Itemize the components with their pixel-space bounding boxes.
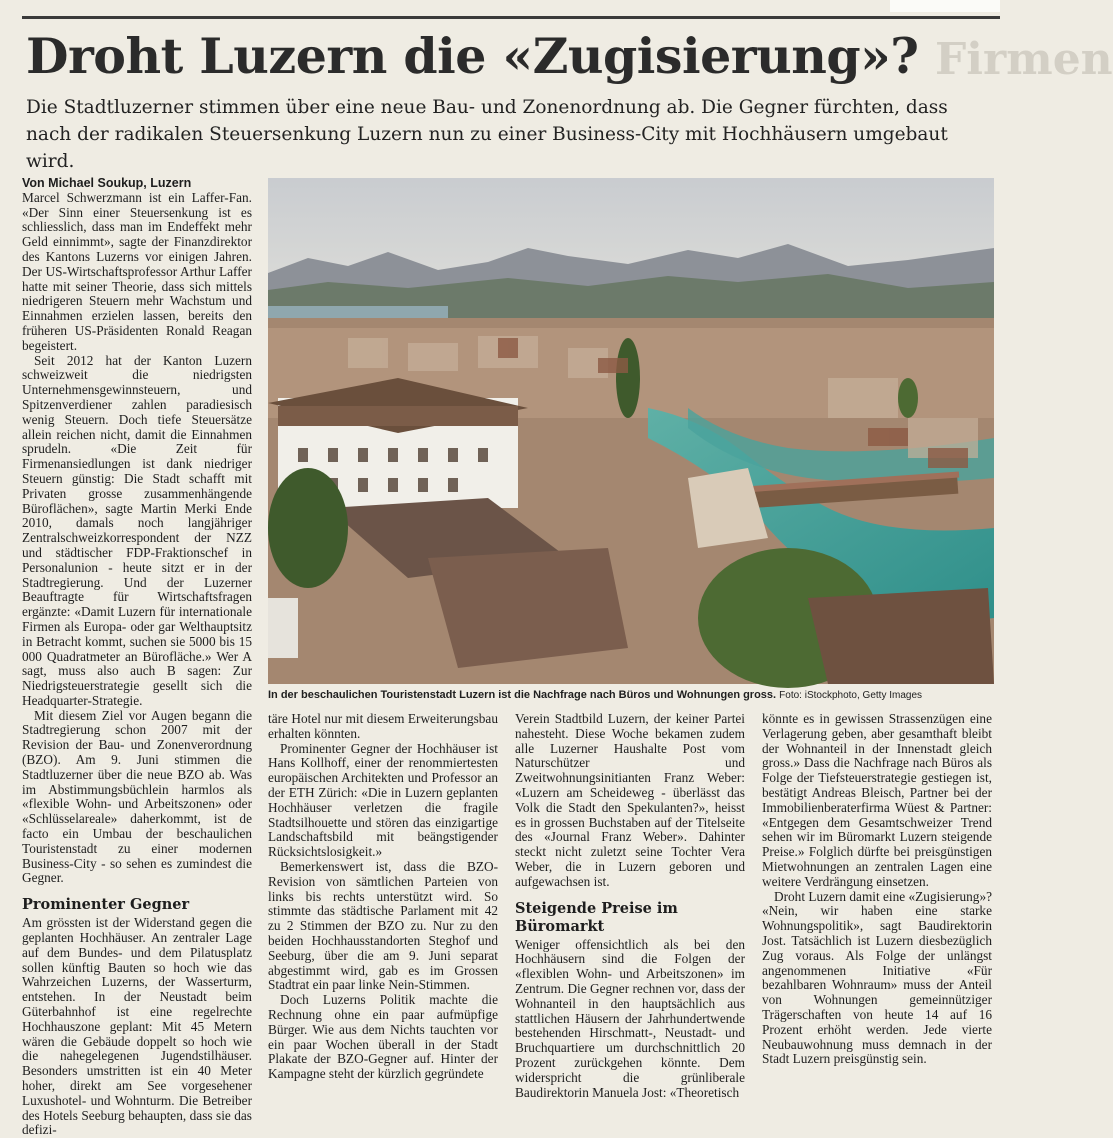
column-2 xyxy=(268,712,498,1082)
subhead-steigende-preise: Steigende Preise im Büromarkt xyxy=(515,899,678,935)
paragraph: könnte es in gewissen Strassenzügen eine Verlagerung geben, aber gesamthaft bleibt der Wohnanteil in der Innenstadt gleich gross.» Dass die Nachfrage nach Büros als Folge der Tiefsteuerstrategie gestiegen ist, bestätigt Andreas Bleisch, Partner bei der Immobilienberaterfirma Wüest & Partner: «Entgegen dem Gesamtschweizer Trend sehen wir im Büromarkt Luzern steigende Preise.» Folglich dürfte bei preisgünstigen Mietwohnungen an zentralen Lagen eine weitere Verdrängung einsetzen. xyxy=(762,711,992,889)
photo-illustration xyxy=(268,178,994,684)
paragraph: Verein Stadtbild Luzern, der keiner Partei nahesteht. Diese Woche bekamen zudem alle Luzerner Haushalte Post vom Naturschützer und Zweitwohnungsinitianten Franz Weber: «Luzern am Scheideweg - überlässt das Volk die Stadt den Spekulanten?», heisst es in grossen Buchstaben auf der Titelseite des «Journal Franz Weber». Dahinter steckt nicht zuletzt seine Tochter Vera Weber, die in Luzern geboren und aufgewachsen ist. xyxy=(515,711,745,889)
paragraph: Am grössten ist der Widerstand gegen die geplanten Hochhäuser. An zentraler Lage auf dem Bundes- und dem Pilatusplatz sollen künftig Bauten so hoch wie das Wahrzeichen Luzerns, der Wasserturm, entstehen. In der Neustadt beim Güterbahnhof ist eine regelrechte Hochhauszone geplant: Mit 45 Metern wären die Gebäude doppelt so hoch wie die nahegelegenen Jugendstilhäuser. Besonders umstritten ist ein 40 Meter hoher, direkt am See vorgesehener Luxushotel- und Wohnturm. Die Betreiber des Hotels Seeburg behaupten, dass sie das defizi- xyxy=(22,915,252,1138)
paragraph: Bemerkenswert ist, dass die BZO-Revision von sämtlichen Parteien von links bis rechts unterstützt wird. So stimmte das städtische Parlament mit 42 zu 2 Stimmen der BZO zu. Nur zu den beiden Hochhausstandorten Steghof und Seeburg, über die am 9. Juni separat abgestimmt wird, gab es im Grossen Stadtrat ein paar linke Nein-Stimmen. xyxy=(268,858,498,993)
paragraph: Mit diesem Ziel vor Augen begann die Stadtregierung schon 2007 mit der Revision der Bau- und Zonenverordnung (BZO). Am 9. Juni stimmen die Stadtluzerner über die neue BZO ab. Was im Abstimmungsbüchlein harmlos als «flexible Wohn- und Arbeitszonen» oder «Schlüsselareale» daherkommt, ist de facto ein Umbau der beschaulichen Touristenstadt zu einer modernen Business-City - so sehen es zumindest die Gegner. xyxy=(22,707,252,886)
paragraph: Prominenter Gegner der Hochhäuser ist Hans Kollhoff, einer der renommiertesten europäischen Architekten und Professor an der ETH Zürich: «Die in Luzern geplanten Hochhäuser verletzen die fragile Stadtsilhouette und stören das einzigartige Landschaftsbild mit beängstigender Rücksichtslosigkeit.» xyxy=(268,740,498,860)
caption-text: In der beschaulichen Touristenstadt Luzern ist die Nachfrage nach Büros und Wohnungen gross. xyxy=(268,689,777,701)
paragraph: Droht Luzern damit eine «Zugisierung»? «Nein, wir haben eine starke Wohnungspolitik», sagt Baudirektorin Jost. Tatsächlich ist Luzern diesbezüglich Zug voraus. Als Folge der unlängst angenommenen Initiative «Für bezahlbaren Wohnraum» muss der Anteil von Wohnungen gemeinnütziger Trägerschaften von heute 14 auf 16 Prozent erhöht werden. Jede vierte Neubauwohnung muss demnach in der Stadt Luzern preisgünstig sein. xyxy=(762,888,992,1067)
paragraph: Seit 2012 hat der Kanton Luzern schweizweit die niedrigsten Unternehmensgewinnsteuern, und Spitzenverdiener zahlen paradiesisch wenig Steuern. Doch tiefe Steuersätze allein reichen nicht, damit die Einnahmen sprudeln. «Die Zeit für Firmenansiedlungen ist dank niedriger Steuern günstig: Die Stadt schafft mit Privaten grosse zusammenhängende Büroflächen», sagte Martin Merki Ende 2010, damals noch langjähriger Zentralschweizkorrespondent der NZZ und städtischer FDP-Fraktionschef in Personalunion - heute sitzt er in der Stadtregierung. Und der Luzerner Beauftragte für Wirtschaftsfragen ergänzte: «Damit Luzern für internationale Firmen als Europa- oder gar Welthauptsitz in Betracht kommt, suchen sie 5000 bis 15 000 Quadratmeter an Bürofläche.» Wer A sagt, muss also auch B sagen: Zur Niedrigsteuerstrategie gesellt sich die Headquarter-Strategie. xyxy=(22,352,252,708)
paragraph: Weniger offensichtlich als bei den Hochhäusern sind die Folgen der «flexiblen Wohn- und Arbeitszonen» im Zentrum. Die Gegner rechnen vor, dass der Wohnanteil in den hauptsächlich aus stattlichen Häusern der Jahrhundertwende bestehenden Hirschmatt-, Neustadt- und Bruchquartiere um durchschnittlich 20 Prozent zurückgehen könnte. Dem widerspricht die grünliberale Baudirektorin Manuela Jost: «Theoretisch xyxy=(515,936,745,1100)
column-4 xyxy=(762,712,992,1067)
column-1 xyxy=(22,176,252,1138)
subhead-prominenter-gegner: Prominenter Gegner xyxy=(22,896,190,914)
headline: Droht Luzern die «Zugisierung»? xyxy=(26,27,919,85)
top-rule xyxy=(22,16,1000,19)
photo-caption xyxy=(268,688,998,703)
paragraph: Marcel Schwerzmann ist ein Laffer-Fan. «Der Sinn einer Steuersenkung ist es schliesslich, dass man im Endeffekt mehr Geld einnimmt», sagte der Finanzdirektor des Kantons Luzerns vor einigen Jahren. Der US-Wirtschaftsprofessor Arthur Laffer hatte mit seiner Theorie, dass sich mittels niedrigeren Steuern mehr Wachstum und Einnahmen erzielen lassen, bereits den früheren US-Präsidenten Ronald Reagan begeistert. xyxy=(22,189,252,353)
page-corner-tab xyxy=(890,0,1000,12)
lead-paragraph: Die Stadtluzerner stimmen über eine neue Bau- und Zonenordnung ab. Die Gegner fürchten, dass nach der radikalen Steuersenkung Luzern nun zu einer Business-City mit Hochhäusern umgebaut wird. xyxy=(26,97,948,172)
lucerne-city-photo xyxy=(268,178,994,684)
paragraph: Doch Luzerns Politik machte die Rechnung ohne ein paar aufmüpfige Bürger. Wie aus dem Nichts tauchten vor ein paar Wochen überall in der Stadt Plakate der BZO-Gegner auf. Hinter der Kampagne steht der kürzlich gegründete xyxy=(268,992,498,1082)
bleed-through-text: Firmen xyxy=(935,34,1113,85)
paragraph: täre Hotel nur mit diesem Erweiterungsbau erhalten könnten. xyxy=(268,711,498,741)
column-3 xyxy=(515,712,745,1100)
photo-credit: Foto: iStockphoto, Getty Images xyxy=(779,690,923,701)
byline: Von Michael Soukup, Luzern xyxy=(22,176,192,190)
